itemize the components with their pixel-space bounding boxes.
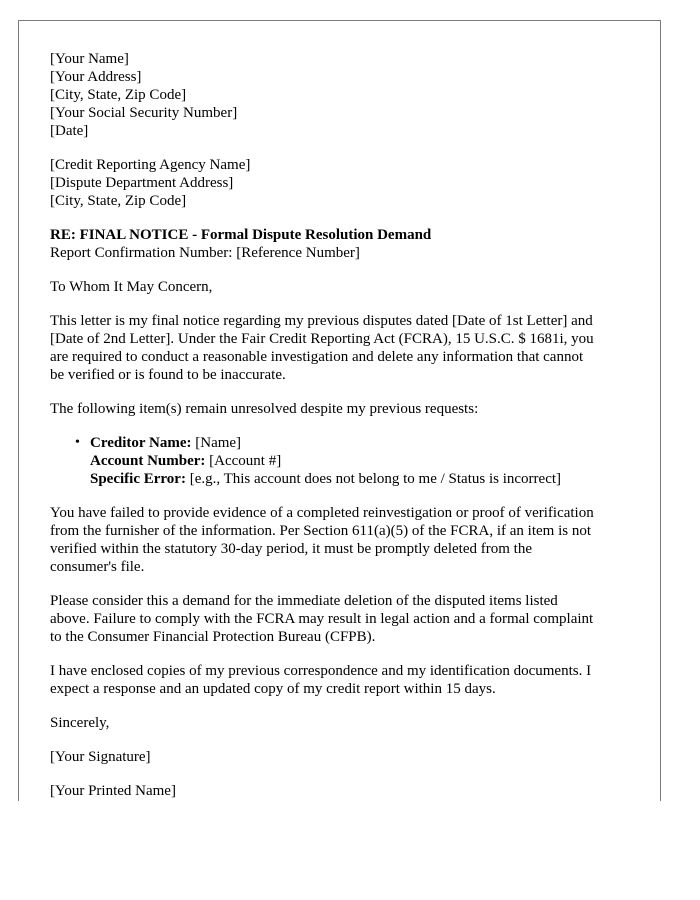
paragraph-line: You have failed to provide evidence of a completed reinvestigation or proof of verification: [50, 505, 594, 521]
sign-off: Sincerely,: [50, 715, 110, 731]
creditor-label: Creditor Name:: [90, 435, 192, 451]
disputed-items-list: [50, 434, 640, 488]
paragraph-deletion-demand: [50, 592, 640, 646]
error-value: [e.g., This account does not belong to me / Status is incorrect]: [185, 471, 562, 487]
list-item: [75, 434, 640, 488]
bullet-icon: •: [75, 435, 80, 450]
recipient-department-address: [Dispute Department Address]: [50, 175, 234, 191]
account-row: [90, 452, 640, 470]
letter-body: [50, 50, 640, 801]
account-label: Account Number:: [90, 453, 206, 469]
creditor-row: [90, 434, 640, 452]
recipient-city-state-zip: [City, State, Zip Code]: [50, 193, 187, 209]
sender-city-state-zip: [City, State, Zip Code]: [50, 87, 187, 103]
paragraph-line: be verified or is found to be inaccurate.: [50, 367, 286, 383]
sender-address: [Your Address]: [50, 69, 142, 85]
paragraph-line: verified within the statutory 30-day period, it must be promptly deleted from the: [50, 541, 532, 557]
letter-date: [Date]: [50, 123, 89, 139]
signature-placeholder: [Your Signature]: [50, 749, 151, 765]
paragraph-line: to the Consumer Financial Protection Bureau (CFPB).: [50, 629, 376, 645]
paragraph-line: [Date of 2nd Letter]. Under the Fair Credit Reporting Act (FCRA), 15 U.S.C. $ 1681i, you: [50, 331, 594, 347]
paragraph-failure-to-verify: [50, 504, 640, 576]
paragraph-line: from the furnisher of the information. Per Section 611(a)(5) of the FCRA, if an item is not: [50, 523, 591, 539]
sender-name: [Your Name]: [50, 51, 129, 67]
paragraph-unresolved-intro: The following item(s) remain unresolved despite my previous requests:: [50, 401, 479, 417]
sender-ssn: [Your Social Security Number]: [50, 105, 238, 121]
confirmation-number: Report Confirmation Number: [Reference Number]: [50, 245, 360, 261]
paragraph-enclosures: [50, 662, 640, 698]
paragraph-line: expect a response and an updated copy of my credit report within 15 days.: [50, 681, 496, 697]
error-label: Specific Error:: [90, 471, 186, 487]
account-value: [Account #]: [205, 453, 282, 469]
printed-name-placeholder: [Your Printed Name]: [50, 783, 176, 799]
recipient-agency: [Credit Reporting Agency Name]: [50, 157, 251, 173]
recipient-block: [50, 156, 640, 210]
creditor-value: [Name]: [191, 435, 242, 451]
paragraph-final-notice: [50, 312, 640, 384]
letter-page: [18, 20, 661, 801]
paragraph-line: This letter is my final notice regarding my previous disputes dated [Date of 1st Letter] and: [50, 313, 593, 329]
paragraph-line: consumer's file.: [50, 559, 145, 575]
subject-block: [50, 226, 640, 262]
subject-re-line: RE: FINAL NOTICE - Formal Dispute Resolution Demand: [50, 227, 432, 243]
salutation: To Whom It May Concern,: [50, 279, 213, 295]
sender-block: [50, 50, 640, 140]
paragraph-line: above. Failure to comply with the FCRA may result in legal action and a formal complaint: [50, 611, 594, 627]
error-row: [90, 470, 640, 488]
paragraph-line: Please consider this a demand for the immediate deletion of the disputed items listed: [50, 593, 558, 609]
paragraph-line: are required to conduct a reasonable investigation and delete any information that cannot: [50, 349, 584, 365]
paragraph-line: I have enclosed copies of my previous correspondence and my identification documents. I: [50, 663, 592, 679]
